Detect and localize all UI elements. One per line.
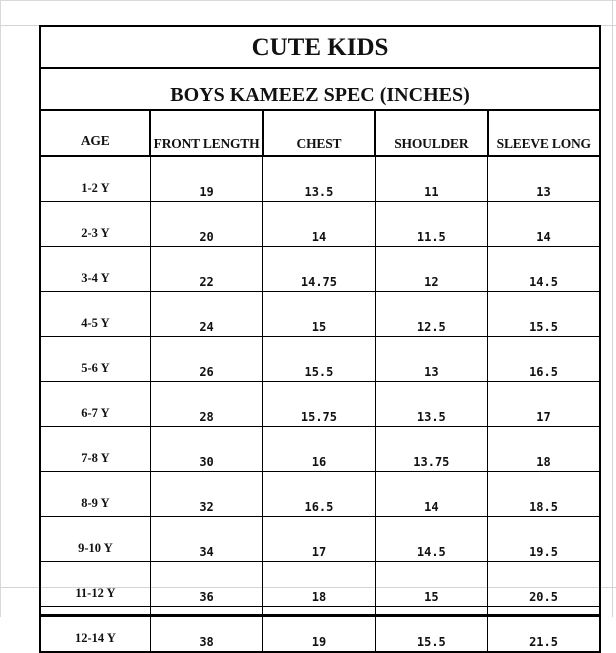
column-header-age: AGE xyxy=(40,110,150,156)
column-header-row xyxy=(40,110,600,156)
chest-cell: 15 xyxy=(263,292,375,337)
sleeve-long-cell: 14 xyxy=(488,202,600,247)
subtitle-row xyxy=(40,68,600,110)
table-row xyxy=(40,292,600,337)
shoulder-cell: 12.5 xyxy=(375,292,487,337)
front-length-cell: 34 xyxy=(150,517,262,562)
spec-title: BOYS KAMEEZ SPEC (INCHES) xyxy=(40,68,600,110)
front-length-cell: 22 xyxy=(150,247,262,292)
column-header-shoulder: SHOULDER xyxy=(375,110,487,156)
sleeve-long-cell: 15.5 xyxy=(488,292,600,337)
sleeve-long-cell: 21.5 xyxy=(488,607,600,653)
age-cell: 12-14 Y xyxy=(75,631,116,645)
front-length-cell: 24 xyxy=(150,292,262,337)
table-row xyxy=(40,247,600,292)
shoulder-cell: 14.5 xyxy=(375,517,487,562)
table-row xyxy=(40,156,600,202)
sleeve-long-cell: 14.5 xyxy=(488,247,600,292)
column-header-front-length: FRONT LENGTH xyxy=(150,110,262,156)
sleeve-long-cell: 20.5 xyxy=(488,562,600,607)
age-cell: 7-8 Y xyxy=(40,427,150,472)
table-row xyxy=(40,382,600,427)
sleeve-long-cell: 19.5 xyxy=(488,517,600,562)
chest-cell: 16.5 xyxy=(263,472,375,517)
age-cell: 8-9 Y xyxy=(40,472,150,517)
table-body xyxy=(40,156,600,652)
front-length-cell: 26 xyxy=(150,337,262,382)
front-length-cell: 28 xyxy=(150,382,262,427)
shoulder-cell: 15 xyxy=(375,562,487,607)
age-cell: 1-2 Y xyxy=(40,156,150,202)
age-cell: 3-4 Y xyxy=(40,247,150,292)
shoulder-cell: 13 xyxy=(375,337,487,382)
sleeve-long-cell: 13 xyxy=(488,156,600,202)
front-length-cell: 30 xyxy=(150,427,262,472)
sleeve-long-cell: 18 xyxy=(488,427,600,472)
age-cell: 11-12 Y xyxy=(40,562,150,607)
page-frame-left xyxy=(0,0,1,617)
front-length-cell: 32 xyxy=(150,472,262,517)
age-cell: 4-5 Y xyxy=(40,292,150,337)
chest-cell: 16 xyxy=(263,427,375,472)
chest-cell: 14.75 xyxy=(263,247,375,292)
column-header-chest: CHEST xyxy=(263,110,375,156)
table-row xyxy=(40,517,600,562)
sleeve-long-cell: 17 xyxy=(488,382,600,427)
table-row xyxy=(40,337,600,382)
size-spec-table xyxy=(39,25,601,653)
chest-cell: 18 xyxy=(263,562,375,607)
chest-cell: 19 xyxy=(263,607,375,653)
chest-cell: 14 xyxy=(263,202,375,247)
front-length-cell: 38 xyxy=(150,607,262,653)
table-row xyxy=(40,472,600,517)
table-row xyxy=(40,202,600,247)
front-length-cell: 36 xyxy=(150,562,262,607)
front-length-cell: 19 xyxy=(150,156,262,202)
chest-cell: 15.5 xyxy=(263,337,375,382)
brand-row xyxy=(40,26,600,68)
shoulder-cell: 13.75 xyxy=(375,427,487,472)
shoulder-cell: 11.5 xyxy=(375,202,487,247)
column-header-sleeve-long: SLEEVE LONG xyxy=(488,110,600,156)
age-cell: 9-10 Y xyxy=(40,517,150,562)
shoulder-cell: 12 xyxy=(375,247,487,292)
shoulder-cell: 11 xyxy=(375,156,487,202)
chest-cell: 17 xyxy=(263,517,375,562)
front-length-cell: 20 xyxy=(150,202,262,247)
chest-cell: 15.75 xyxy=(263,382,375,427)
chest-cell: 13.5 xyxy=(263,156,375,202)
age-cell: 2-3 Y xyxy=(40,202,150,247)
sleeve-long-cell: 16.5 xyxy=(488,337,600,382)
table-row xyxy=(40,427,600,472)
shoulder-cell: 14 xyxy=(375,472,487,517)
shoulder-cell: 13.5 xyxy=(375,382,487,427)
sleeve-long-cell: 18.5 xyxy=(488,472,600,517)
brand-title: CUTE KIDS xyxy=(40,26,600,68)
age-cell: 5-6 Y xyxy=(40,337,150,382)
page-gridline xyxy=(612,0,613,617)
age-cell: 6-7 Y xyxy=(40,382,150,427)
shoulder-cell: 15.5 xyxy=(375,607,487,653)
table-row xyxy=(40,562,600,607)
page-frame-top xyxy=(0,0,616,1)
